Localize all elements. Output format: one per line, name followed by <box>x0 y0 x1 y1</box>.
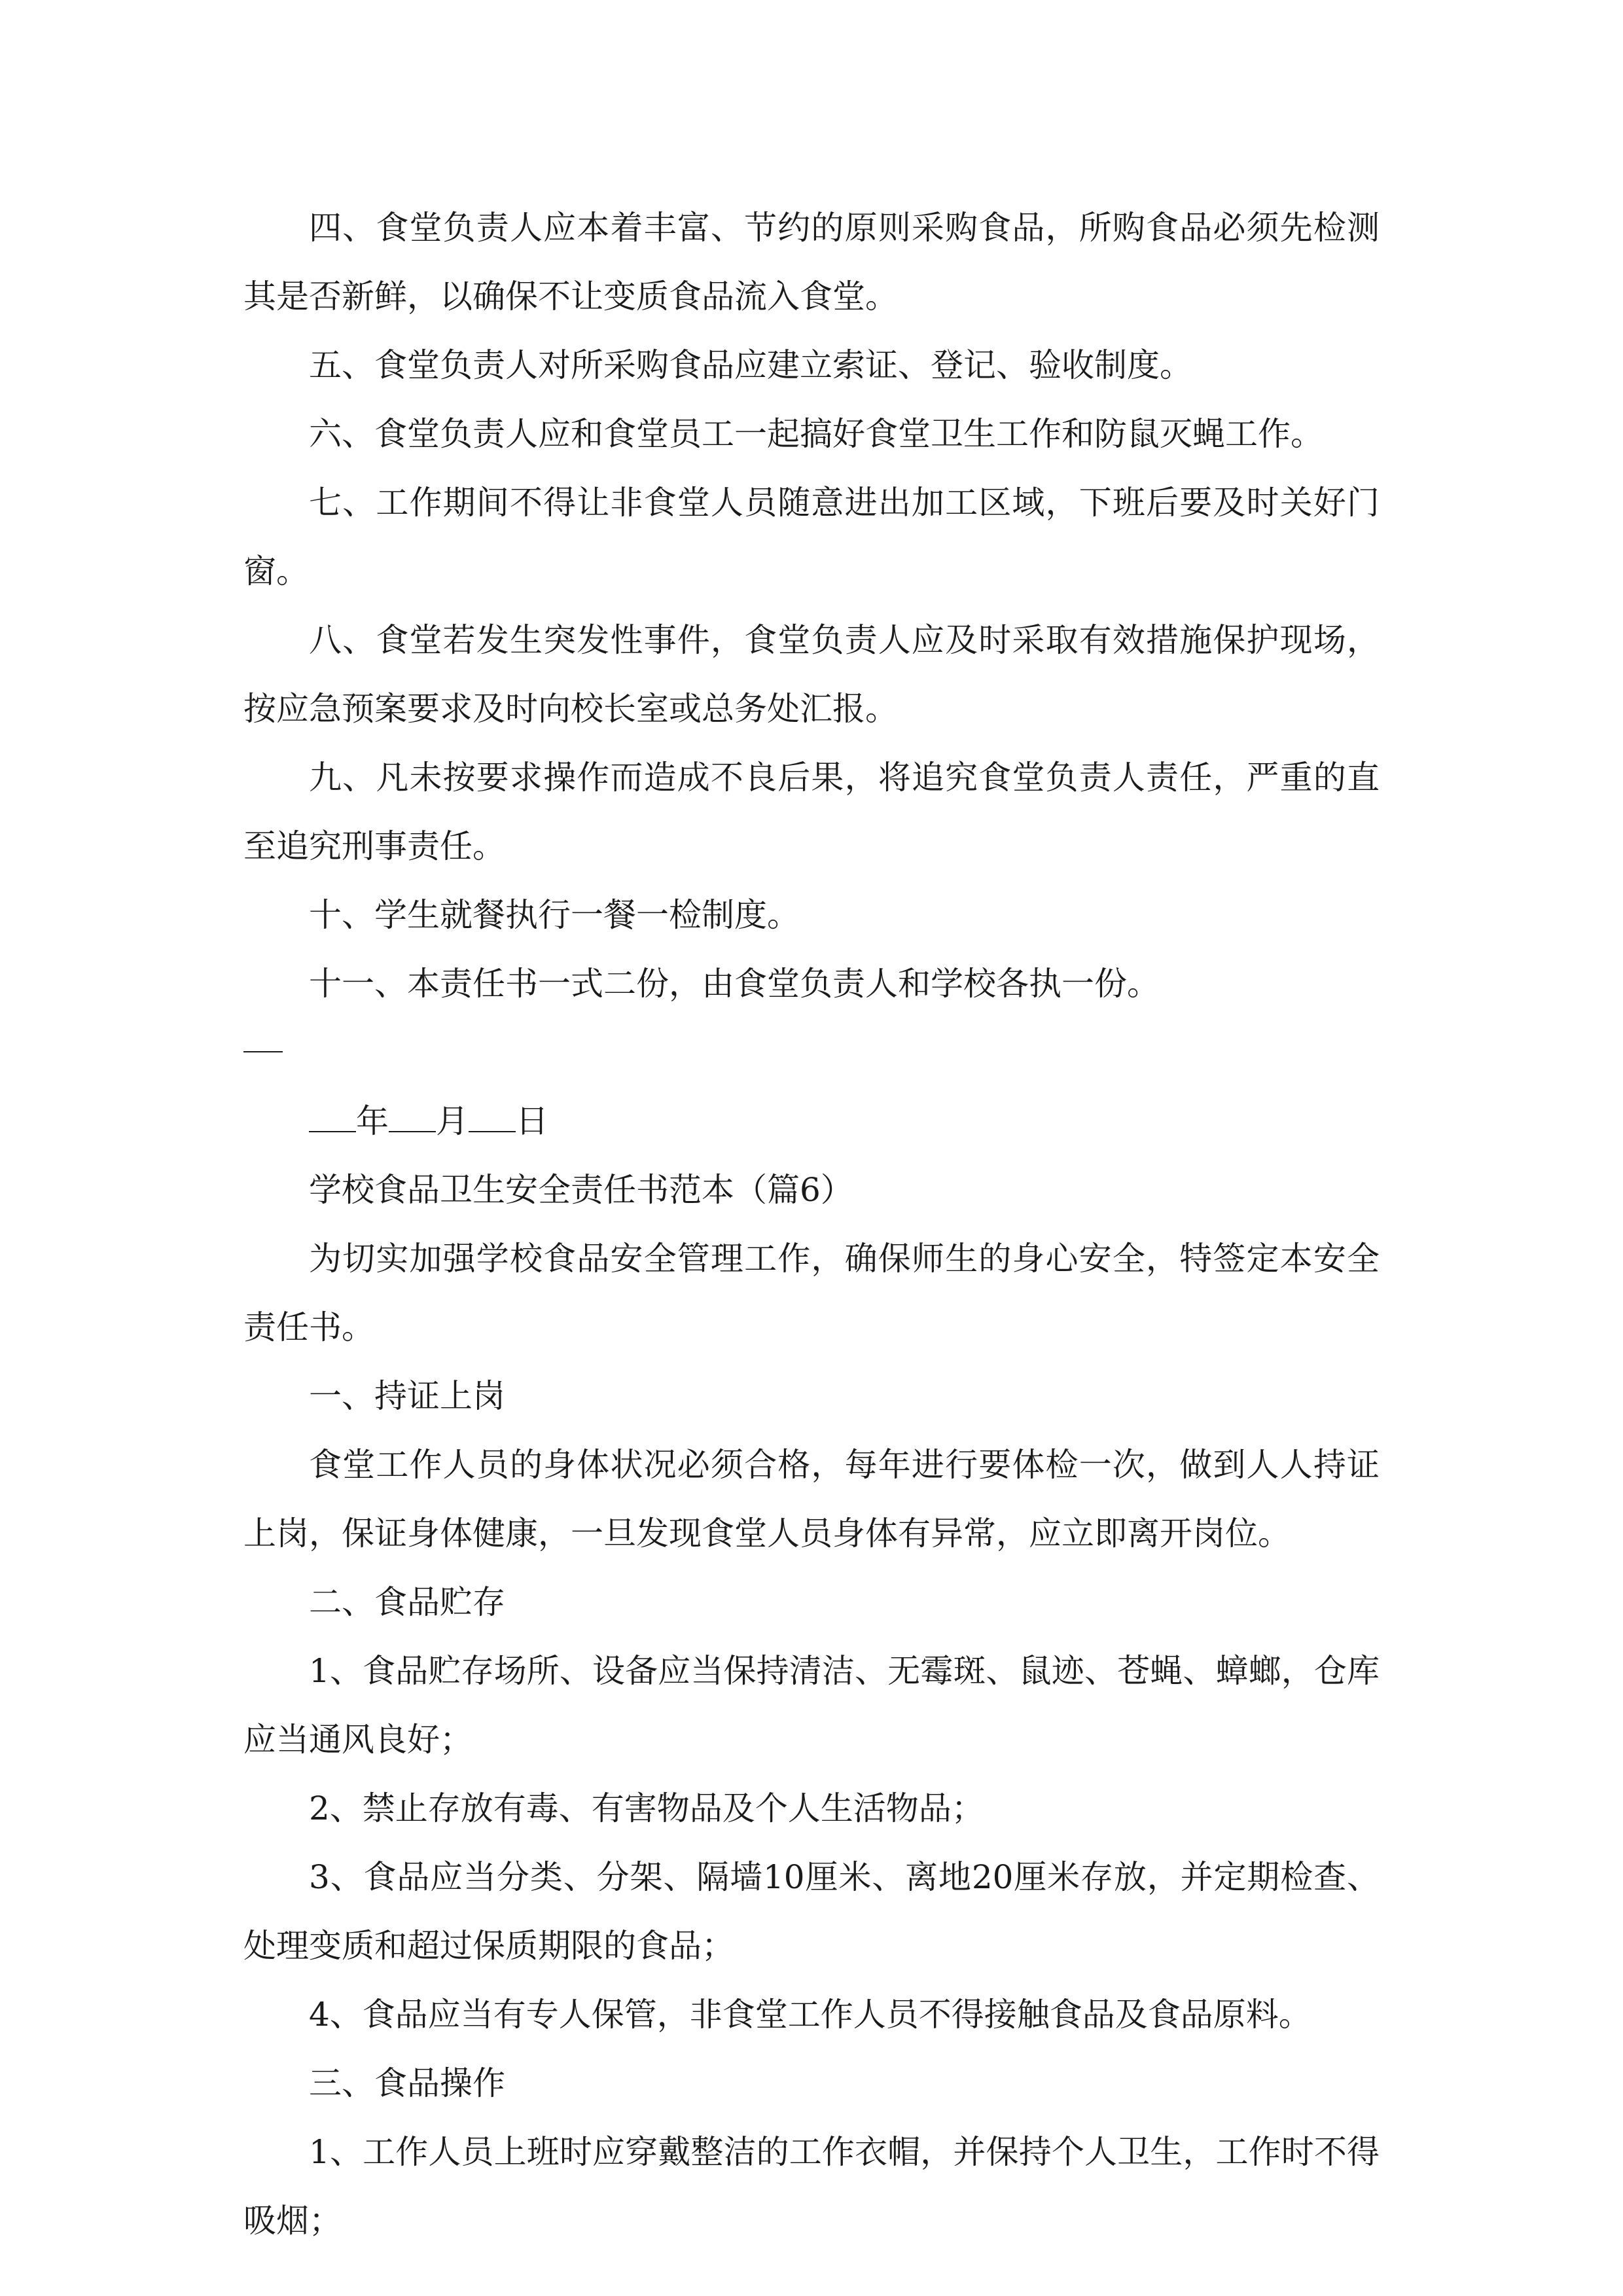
paragraph-item-10: 十、学生就餐执行一餐一检制度。 <box>309 896 800 934</box>
month-label: 月 <box>436 1102 469 1140</box>
paragraph-item-11: 十一、本责任书一式二份，由食堂负责人和学校各执一份。 <box>309 965 1160 1003</box>
day-label: 日 <box>516 1102 548 1140</box>
intro-paragraph: 为切实加强学校食品安全管理工作，确保师生的身心安全，特签定本安全责任书。 <box>243 1240 1380 1346</box>
month-blank <box>389 1131 436 1132</box>
date-line <box>243 1087 1380 1156</box>
signature-underline <box>243 1051 283 1052</box>
storage-item-1: 1、食品贮存场所、设备应当保持清洁、无霉斑、鼠迹、苍蝇、蟑螂，仓库应当通风良好； <box>243 1652 1380 1759</box>
section-title: 学校食品卫生安全责任书范本（篇6） <box>309 1171 853 1209</box>
day-blank <box>469 1131 516 1132</box>
paragraph-item-4: 四、食堂负责人应本着丰富、节约的原则采购食品，所购食品必须先检测其是否新鲜，以确保不让变质食品流入食堂。 <box>243 209 1380 315</box>
paragraph-item-5: 五、食堂负责人对所采购食品应建立索证、登记、验收制度。 <box>309 346 1192 384</box>
year-label: 年 <box>356 1102 389 1140</box>
paragraph-certification: 食堂工作人员的身体状况必须合格，每年进行要体检一次，做到人人持证上岗，保证身体健康，一旦发现食堂人员身体有异常，应立即离开岗位。 <box>243 1446 1380 1552</box>
document-body <box>243 194 1380 2255</box>
signature-blank <box>243 1018 1380 1087</box>
storage-item-2: 2、禁止存放有毒、有害物品及个人生活物品； <box>309 1789 984 1827</box>
paragraph-item-6: 六、食堂负责人应和食堂员工一起搞好食堂卫生工作和防鼠灭蝇工作。 <box>309 415 1323 453</box>
paragraph-item-9: 九、凡未按要求操作而造成不良后果，将追究食堂负责人责任，严重的直至追究刑事责任。 <box>243 759 1380 865</box>
year-blank <box>309 1131 356 1132</box>
paragraph-item-7: 七、工作期间不得让非食堂人员随意进出加工区域，下班后要及时关好门窗。 <box>243 484 1380 590</box>
heading-operation: 三、食品操作 <box>309 2064 505 2102</box>
storage-item-3: 3、食品应当分类、分架、隔墙10厘米、离地20厘米存放，并定期检查、处理变质和超过保质期限的食品； <box>243 1858 1380 1965</box>
heading-certification: 一、持证上岗 <box>309 1377 505 1415</box>
paragraph-item-8: 八、食堂若发生突发性事件，食堂负责人应及时采取有效措施保护现场，按应急预案要求及时向校长室或总务处汇报。 <box>243 621 1380 728</box>
storage-item-4: 4、食品应当有专人保管，非食堂工作人员不得接触食品及食品原料。 <box>309 1996 1311 2034</box>
heading-storage: 二、食品贮存 <box>309 1583 505 1621</box>
operation-item-1: 1、工作人员上班时应穿戴整洁的工作衣帽，并保持个人卫生，工作时不得吸烟； <box>243 2133 1380 2240</box>
